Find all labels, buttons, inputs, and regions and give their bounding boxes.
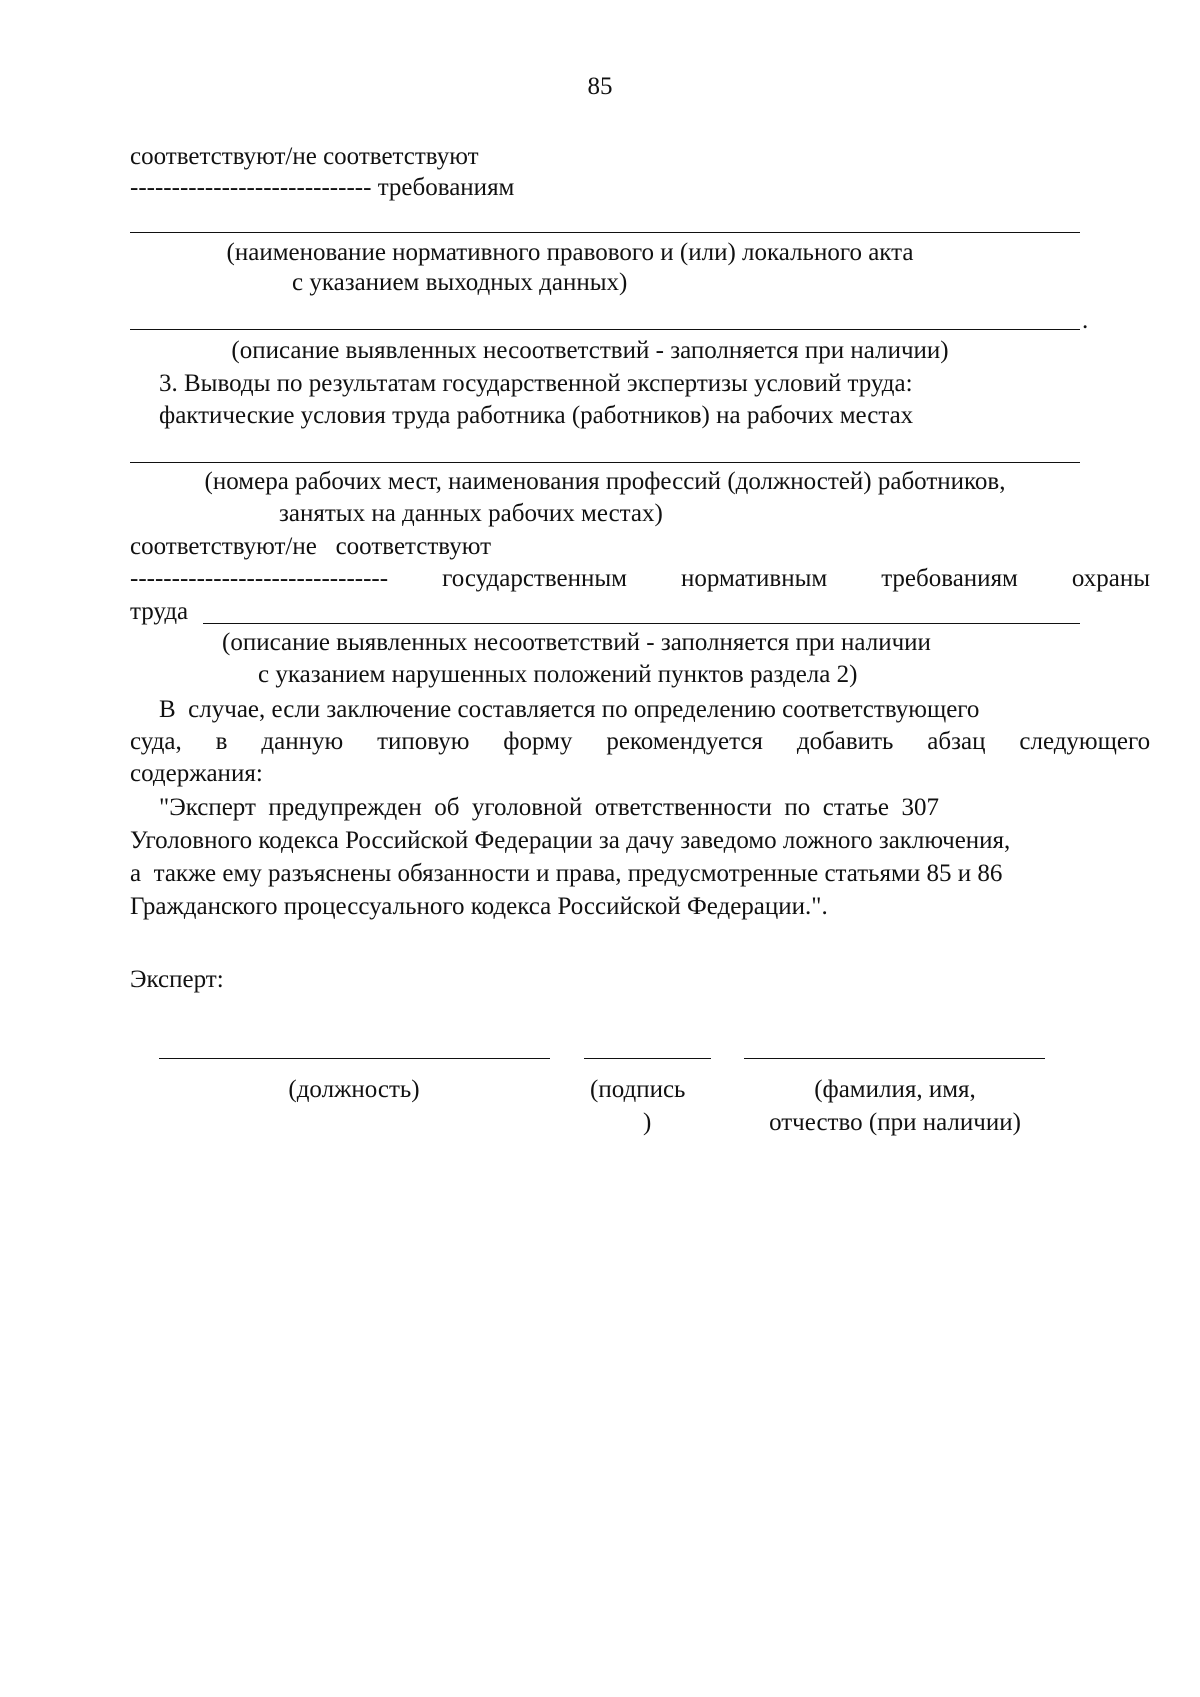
- name-blank-line: [744, 1058, 1045, 1059]
- quote-line-2: Уголовного кодекса Российской Федерации за дачу заведомо ложного заключения,: [130, 827, 1011, 854]
- court-note-line-3: содержания:: [130, 760, 263, 787]
- court-word: форму: [503, 728, 573, 755]
- workplaces-caption-2: занятых на данных рабочих местах): [279, 500, 663, 527]
- signature-blank-line: [584, 1058, 711, 1059]
- name-caption-1: (фамилия, имя,: [814, 1076, 976, 1103]
- court-word: следующего: [1019, 728, 1151, 755]
- act-caption-2: с указанием выходных данных): [292, 269, 628, 296]
- quote-line-3: а также ему разъяснены обязанности и права, предусмотренные статьями 85 и 86: [130, 860, 1003, 887]
- end-dot: .: [1082, 307, 1089, 334]
- name-caption-2: отчество (при наличии): [769, 1109, 1021, 1136]
- mismatch-caption: (описание выявленных несоответствий - заполняется при наличии): [231, 337, 949, 364]
- court-word: в: [215, 728, 228, 755]
- court-word: данную: [261, 728, 344, 755]
- workplaces-caption-1: (номера рабочих мест, наименования профессий (должностей) работников,: [204, 468, 1006, 495]
- labor-mismatch-caption-1: (описание выявленных несоответствий - заполняется при наличии: [222, 629, 931, 656]
- requirements-word: требованиям: [377, 174, 515, 201]
- norm-word: охраны: [1071, 565, 1151, 592]
- act-caption-1: (наименование нормативного правового и (или) локального акта: [226, 239, 914, 266]
- dash-placeholder-2: -------------------------------: [130, 565, 389, 592]
- quote-line-4: Гражданского процессуального кодекса Российской Федерации.".: [130, 893, 828, 920]
- signature-caption-1: (подпись: [590, 1076, 686, 1103]
- norm-word: требованиям: [881, 565, 1018, 592]
- signature-caption-2: ): [643, 1109, 652, 1136]
- page-number: 85: [587, 73, 613, 100]
- mismatch-blank-line: [130, 329, 1080, 330]
- labor-blank-line: [203, 623, 1080, 624]
- status-line-2: соответствуют/не соответствуют: [130, 533, 492, 560]
- act-blank-line: [130, 232, 1080, 233]
- norm-requirements-line: [130, 564, 1150, 594]
- court-note-line-1: В случае, если заключение составляется по определению соответствующего: [159, 696, 980, 723]
- position-caption: (должность): [288, 1076, 420, 1103]
- court-word: добавить: [796, 728, 894, 755]
- court-note-line-2: [130, 727, 1150, 757]
- section3-intro: фактические условия труда работника (работников) на рабочих местах: [159, 402, 914, 429]
- section3-heading: 3. Выводы по результатам государственной экспертизы условий труда:: [159, 370, 913, 397]
- labor-mismatch-caption-2: с указанием нарушенных положений пунктов раздела 2): [258, 661, 858, 688]
- labor-word: труда: [130, 598, 189, 625]
- court-word: абзац: [927, 728, 986, 755]
- court-word: типовую: [377, 728, 470, 755]
- court-word: суда,: [130, 728, 182, 755]
- status-line-1: соответствуют/не соответствуют: [130, 143, 479, 170]
- expert-label: Эксперт:: [130, 966, 224, 993]
- norm-word: государственным: [442, 565, 627, 592]
- dash-placeholder: -----------------------------: [130, 174, 372, 201]
- norm-word: нормативным: [680, 565, 828, 592]
- quote-line-1: "Эксперт предупрежден об уголовной ответственности по статье 307: [159, 794, 939, 821]
- workplaces-blank-line: [130, 462, 1080, 463]
- court-word: рекомендуется: [606, 728, 763, 755]
- requirements-line: [130, 173, 514, 203]
- position-blank-line: [159, 1058, 550, 1059]
